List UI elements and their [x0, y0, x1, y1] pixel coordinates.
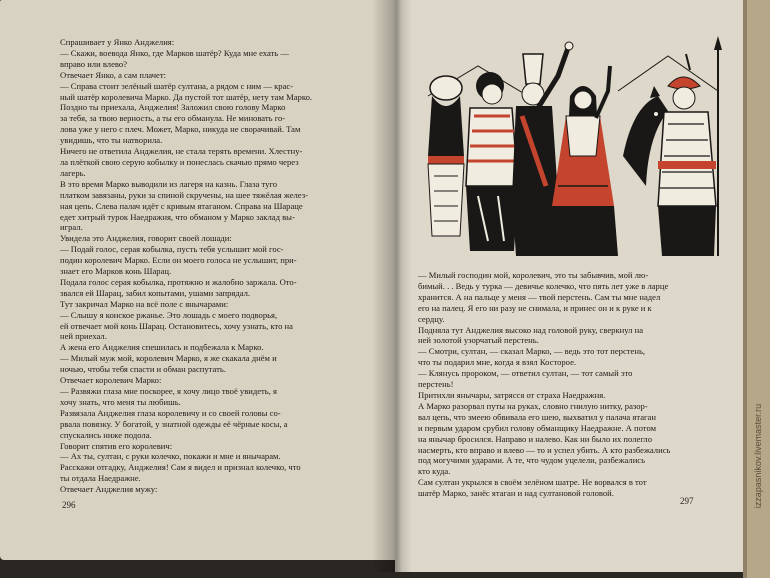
text-line: Увидела это Анджелия, говорит своей лошади:: [60, 233, 232, 244]
text-line: рвала повязку. У богатой, у знатной одежды её чёрные косы, а: [60, 418, 288, 429]
text-line: насмерть, кто вправо и влево — то и успел убить. А кто разбежались: [418, 444, 671, 455]
text-line: Ничего не ответила Анджелия, не стала терять времени. Хлестну-: [60, 146, 303, 157]
watermark: [748, 340, 768, 572]
text-line: — Ах ты, султан, с руки колечко, покажи и мне и янычарам.: [60, 451, 281, 462]
text-line: ла плёткой свою серую кобылку и понеслась скачью прямо через: [60, 156, 299, 167]
text-line: увидишь, что ты натворила.: [60, 135, 163, 146]
text-line: ный шатёр королевича Марко. Да пустой тот шатёр, нету там Марко.: [60, 91, 313, 102]
text-line: подин королевич Марко. Если он моего голоса не услышит, при-: [60, 255, 297, 266]
text-line: лова уже у него с плеч. Может, Марко, никуда не сворачивай. Там: [60, 124, 301, 135]
text-line: вал цепь, что змеею обвивала его шею, выхватил у палача ятаган: [418, 411, 656, 422]
text-line: Развязала Анджелия глаза королевичу и со своей головы со-: [60, 407, 281, 418]
text-line: и первым ударом срубил голову обманщику Наедражне. А потом: [418, 422, 657, 433]
text-line: платком завязаны, руки за спиной скручены, на шее тяжёлая желез-: [60, 189, 308, 200]
text-line: шатёр Марко, занёс ятаган и над султановой головой.: [418, 488, 614, 499]
text-line: Поздно ты приехала, Анджелия! Заложил свою голову Марко: [60, 102, 286, 113]
text-line: — Смотри, султан, — сказал Марко, — ведь это тот перстень,: [418, 346, 646, 357]
text-line: ты отдала Наедражне.: [60, 473, 141, 484]
text-line: спускались ниже подола.: [60, 429, 152, 440]
text-line: Отвечает королевич Марко:: [60, 375, 162, 386]
text-line: перстень!: [418, 379, 454, 390]
text-line: А Марко разорвал путы на руках, словно гнилую нитку, разор-: [418, 400, 648, 411]
text-line: Отвечает Янко, а сам плачет:: [60, 69, 167, 80]
watermark-text: izzapasnikov.livemaster.ru: [753, 403, 763, 509]
text-line: ней приехал.: [60, 331, 107, 342]
text-line: Спрашивает у Янко Анджелия:: [60, 37, 175, 47]
text-line: В это время Марко выводили из лагеря на казнь. Глаза туго: [60, 178, 278, 189]
text-line: на янычар бросился. Направо и налево. Как ни было их полегло: [418, 433, 652, 444]
text-line: сердцу.: [418, 313, 445, 324]
text-line: — Справа стоит зелёный шатёр султана, а рядом с ним — крас-: [60, 80, 294, 91]
text-line: Подняла тут Анджелия высоко над головой руку, сверкнул на: [418, 324, 644, 335]
left-page-text: [60, 37, 370, 495]
text-line: — Клянусь пророком, — ответил султан, — тот самый это: [418, 368, 633, 379]
text-line: Расскажи отгадку, Анджелия! Сам я видел и признал колечко, что: [60, 462, 301, 473]
text-line: — Милый господин мой, королевич, это ты забывчив, мой лю-: [418, 270, 649, 280]
text-line: под могучими ударами. А те, что чудом уцелели, разбежались: [418, 455, 646, 466]
text-line: что ты подарил мне, когда я взял Косторое.: [418, 357, 577, 368]
text-line: кто куда.: [418, 466, 451, 477]
text-line: — Слышу я конское ржанье. Это лошадь с моего подворья,: [60, 309, 278, 320]
text-line: Отвечает Анджелия мужу:: [60, 484, 158, 495]
text-line: ночью, чтобы тебя спасти и обман распутать.: [60, 364, 226, 375]
text-line: играл.: [60, 222, 83, 233]
text-line: Подала голос серая кобылка, протяжно и жалобно заржала. Ото-: [60, 276, 297, 287]
book-gutter: [372, 0, 412, 572]
text-line: — Скажи, воевода Янко, где Марков шатёр? Куда мне ехать —: [60, 47, 289, 58]
text-line: его на палец. Я его ни разу не снимала, и принес он и к руке и к: [418, 302, 652, 313]
text-line: хранится. А на пальце у меня — твой перстень. Сам ты мне надел: [418, 291, 661, 302]
text-line: Тут закричал Марко на всё поле с янычарами:: [60, 298, 229, 309]
janissaries-illustration-icon: [418, 36, 732, 260]
text-line: бимый. . . Ведь у турка — девичье колечко, что пять лет уже в ларце: [418, 280, 669, 291]
text-line: за тебя, за твою верность, а ты его обманула. Не миновать го-: [60, 113, 286, 124]
text-line: — Развяжи глаза мне поскорее, я хочу лицо твоё увидеть, я: [60, 386, 277, 396]
text-line: ней золотой узорчатый перстень.: [418, 335, 539, 346]
text-line: лагерь.: [60, 167, 86, 178]
text-line: А жена его Анджелия спешилась и подбежала к Марко.: [60, 342, 264, 353]
text-line: хочу знать, что меня ты любишь.: [60, 396, 181, 407]
text-line: вправо или влево?: [60, 58, 128, 69]
text-line: ей отвечает мой конь Шарац. Остановитесь, хочу узнать, кто на: [60, 320, 293, 331]
left-page: [0, 0, 395, 560]
text-line: — Подай голос, серая кобылка, пусть тебя услышит мой гос-: [60, 244, 284, 255]
text-line: ная цепь. Слева палач идёт с кривым ятаганом. Справа на Шараце: [60, 200, 303, 211]
text-line: Сам султан укрылся в своём зелёном шатре. Не ворвался в тот: [418, 477, 647, 488]
page-number-right: 297: [680, 496, 694, 506]
text-line: Притихли янычары, затрясся от страха Наедражня.: [418, 389, 606, 400]
right-page-text: [418, 270, 730, 499]
page-number-left: 296: [62, 500, 76, 510]
text-line: — Милый муж мой, королевич Марко, я же скакала днём и: [60, 353, 277, 364]
text-line: едет хитрый турок Наедражня, что обманом у Марко заклад вы-: [60, 211, 295, 222]
text-line: Говорит спятив его королевич:: [60, 440, 173, 451]
text-line: знает его Марков конь Шарац.: [60, 266, 172, 277]
text-line: звался ей Шарац, забил копытами, ушами запрядал.: [60, 287, 251, 298]
